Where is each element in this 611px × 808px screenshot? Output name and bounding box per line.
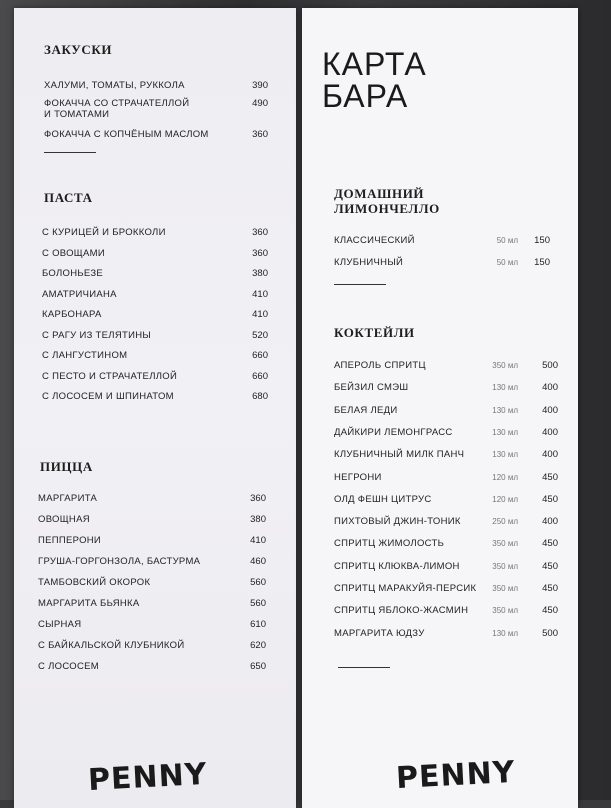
menu-item-price: 450 xyxy=(542,583,558,594)
menu-item-price: 620 xyxy=(250,640,266,651)
menu-item-volume: 130 мл xyxy=(492,427,518,437)
bar-menu-title: КАРТА БАРА xyxy=(322,46,427,114)
menu-item-name: С ЛАНГУСТИНОМ xyxy=(42,350,128,361)
menu-item-name: ДАЙКИРИ ЛЕМОНГРАСС xyxy=(334,426,453,438)
menu-item-price: 400 xyxy=(542,449,558,461)
menu-item-name: СПРИТЦ ЖИМОЛОСТЬ xyxy=(334,538,445,550)
menu-item-price: 360 xyxy=(252,247,268,259)
menu-item-name: С ОВОЩАМИ xyxy=(42,247,105,259)
menu-item-price: 400 xyxy=(542,516,558,528)
menu-item-volume: 130 мл xyxy=(492,405,518,415)
menu-item-name: КАРБОНАРА xyxy=(42,309,102,320)
menu-item-price: 150 xyxy=(534,235,550,246)
menu-item-name: СПРИТЦ ЯБЛОКО-ЖАСМИН xyxy=(334,605,469,617)
menu-item-price: 150 xyxy=(534,257,550,268)
menu-item-volume: 120 мл xyxy=(492,494,518,504)
menu-item-name: КЛУБНИЧНЫЙ xyxy=(334,257,404,268)
menu-item-name: С ПЕСТО И СТРАЧАТЕЛЛОЙ xyxy=(42,370,178,382)
menu-item-name: ПИХТОВЫЙ ДЖИН-ТОНИК xyxy=(334,516,461,528)
menu-item-price: 380 xyxy=(252,268,268,279)
menu-item-price: 400 xyxy=(542,404,558,416)
menu-item-price: 490 xyxy=(252,98,268,109)
menu-item-price: 450 xyxy=(542,538,558,550)
menu-item-price: 450 xyxy=(542,471,558,483)
menu-item-name: БЕЛАЯ ЛЕДИ xyxy=(334,404,398,416)
menu-item-volume: 350 мл xyxy=(492,584,518,593)
menu-item-price: 650 xyxy=(250,661,266,672)
menu-item-price: 410 xyxy=(252,309,268,320)
menu-item-price: 380 xyxy=(250,514,266,525)
menu-item-name: С РАГУ ИЗ ТЕЛЯТИНЫ xyxy=(42,329,152,341)
menu-item-name: МАРГАРИТА xyxy=(38,493,98,504)
menu-item-price: 560 xyxy=(250,577,266,588)
menu-item-volume: 50 мл xyxy=(496,236,518,245)
snacks-title: ЗАКУСКИ xyxy=(44,42,113,57)
menu-item-name: ХАЛУМИ, ТОМАТЫ, РУККОЛА xyxy=(44,80,185,91)
menu-item-name: КЛАССИЧЕСКИЙ xyxy=(334,235,415,246)
menu-item-price: 360 xyxy=(252,227,268,238)
menu-item-price: 450 xyxy=(542,605,558,617)
menu-item-name: АПЕРОЛЬ СПРИТЦ xyxy=(334,360,426,371)
menu-item-volume: 130 мл xyxy=(492,450,518,460)
snacks-divider xyxy=(44,152,96,153)
menu-item-price: 610 xyxy=(250,619,266,630)
menu-item-name: КЛУБНИЧНЫЙ МИЛК ПАНЧ xyxy=(334,449,465,461)
menu-item-volume: 350 мл xyxy=(492,561,518,571)
limoncello-divider xyxy=(334,284,386,285)
menu-item-volume: 120 мл xyxy=(492,472,518,482)
limoncello-title: ДОМАШНИЙ ЛИМОНЧЕЛЛО xyxy=(334,186,440,216)
menu-item-name: АМАТРИЧИАНА xyxy=(42,288,117,300)
menu-item-name: СПРИТЦ МАРАКУЙЯ-ПЕРСИК xyxy=(334,583,477,594)
menu-item-price: 400 xyxy=(542,426,558,438)
penny-logo-right: PENNY xyxy=(395,754,517,797)
menu-item-price: 660 xyxy=(252,370,268,382)
menu-item-name: МАРГАРИТА БЬЯНКА xyxy=(38,598,140,609)
menu-item-name: МАРГАРИТА ЮДЗУ xyxy=(334,627,425,639)
menu-item-name: С КУРИЦЕЙ И БРОККОЛИ xyxy=(42,227,166,238)
menu-item-volume: 350 мл xyxy=(492,606,518,616)
menu-item-name: ОВОЩНАЯ xyxy=(38,514,90,525)
menu-item-name: СПРИТЦ КЛЮКВА-ЛИМОН xyxy=(334,560,460,572)
menu-item-name: ГРУША-ГОРГОНЗОЛА, БАСТУРМА xyxy=(38,556,201,567)
menu-item-name: С ЛОСОСЕМ xyxy=(38,661,99,672)
menu-item-volume: 130 мл xyxy=(492,628,518,638)
menu-item-name: С БАЙКАЛЬСКОЙ КЛУБНИКОЙ xyxy=(38,640,185,651)
menu-item-price: 450 xyxy=(542,493,558,505)
menu-item-price: 660 xyxy=(252,350,268,361)
cocktails-divider xyxy=(338,667,390,668)
menu-item-name: ПЕППЕРОНИ xyxy=(38,535,102,546)
food-menu-sheet xyxy=(14,8,296,808)
menu-item-name: С ЛОСОСЕМ И ШПИНАТОМ xyxy=(42,391,174,402)
menu-item-price: 400 xyxy=(542,382,558,394)
menu-item-price: 450 xyxy=(542,560,558,572)
menu-item-price: 410 xyxy=(250,535,266,546)
menu-item-price: 410 xyxy=(252,288,268,300)
menu-item-price: 390 xyxy=(252,80,268,91)
menu-item-name: ФОКАЧЧА СО СТРАЧАТЕЛЛОЙ И ТОМАТАМИ xyxy=(44,98,190,120)
menu-item-price: 560 xyxy=(250,598,266,609)
menu-item-price: 360 xyxy=(250,493,266,504)
menu-item-price: 500 xyxy=(542,627,558,639)
menu-item-volume: 250 мл xyxy=(492,517,518,527)
menu-item-name: НЕГРОНИ xyxy=(334,471,382,483)
menu-item-volume: 350 мл xyxy=(492,539,518,549)
menu-item-name: ТАМБОВСКИЙ ОКОРОК xyxy=(38,577,151,588)
menu-item-name: ОЛД ФЕШН ЦИТРУС xyxy=(334,493,432,505)
menu-item-price: 520 xyxy=(252,329,268,341)
menu-item-volume: 350 мл xyxy=(492,361,518,370)
menu-item-price: 680 xyxy=(252,391,268,402)
penny-logo-left: PENNY xyxy=(87,756,209,799)
menu-item-volume: 50 мл xyxy=(496,258,518,267)
pizza-title: ПИЦЦА xyxy=(40,459,93,474)
menu-item-price: 460 xyxy=(250,556,266,567)
menu-item-name: ФОКАЧЧА С КОПЧЁНЫМ МАСЛОМ xyxy=(44,129,209,140)
menu-item-name: БОЛОНЬЕЗЕ xyxy=(42,268,104,279)
cocktails-title: КОКТЕЙЛИ xyxy=(334,325,415,340)
menu-item-name: БЕЙЗИЛ СМЭШ xyxy=(334,382,409,394)
menu-item-price: 360 xyxy=(252,129,268,140)
menu-item-volume: 130 мл xyxy=(492,383,518,393)
pasta-title: ПАСТА xyxy=(44,190,93,205)
menu-item-price: 500 xyxy=(542,360,558,371)
menu-item-name: СЫРНАЯ xyxy=(38,619,82,630)
